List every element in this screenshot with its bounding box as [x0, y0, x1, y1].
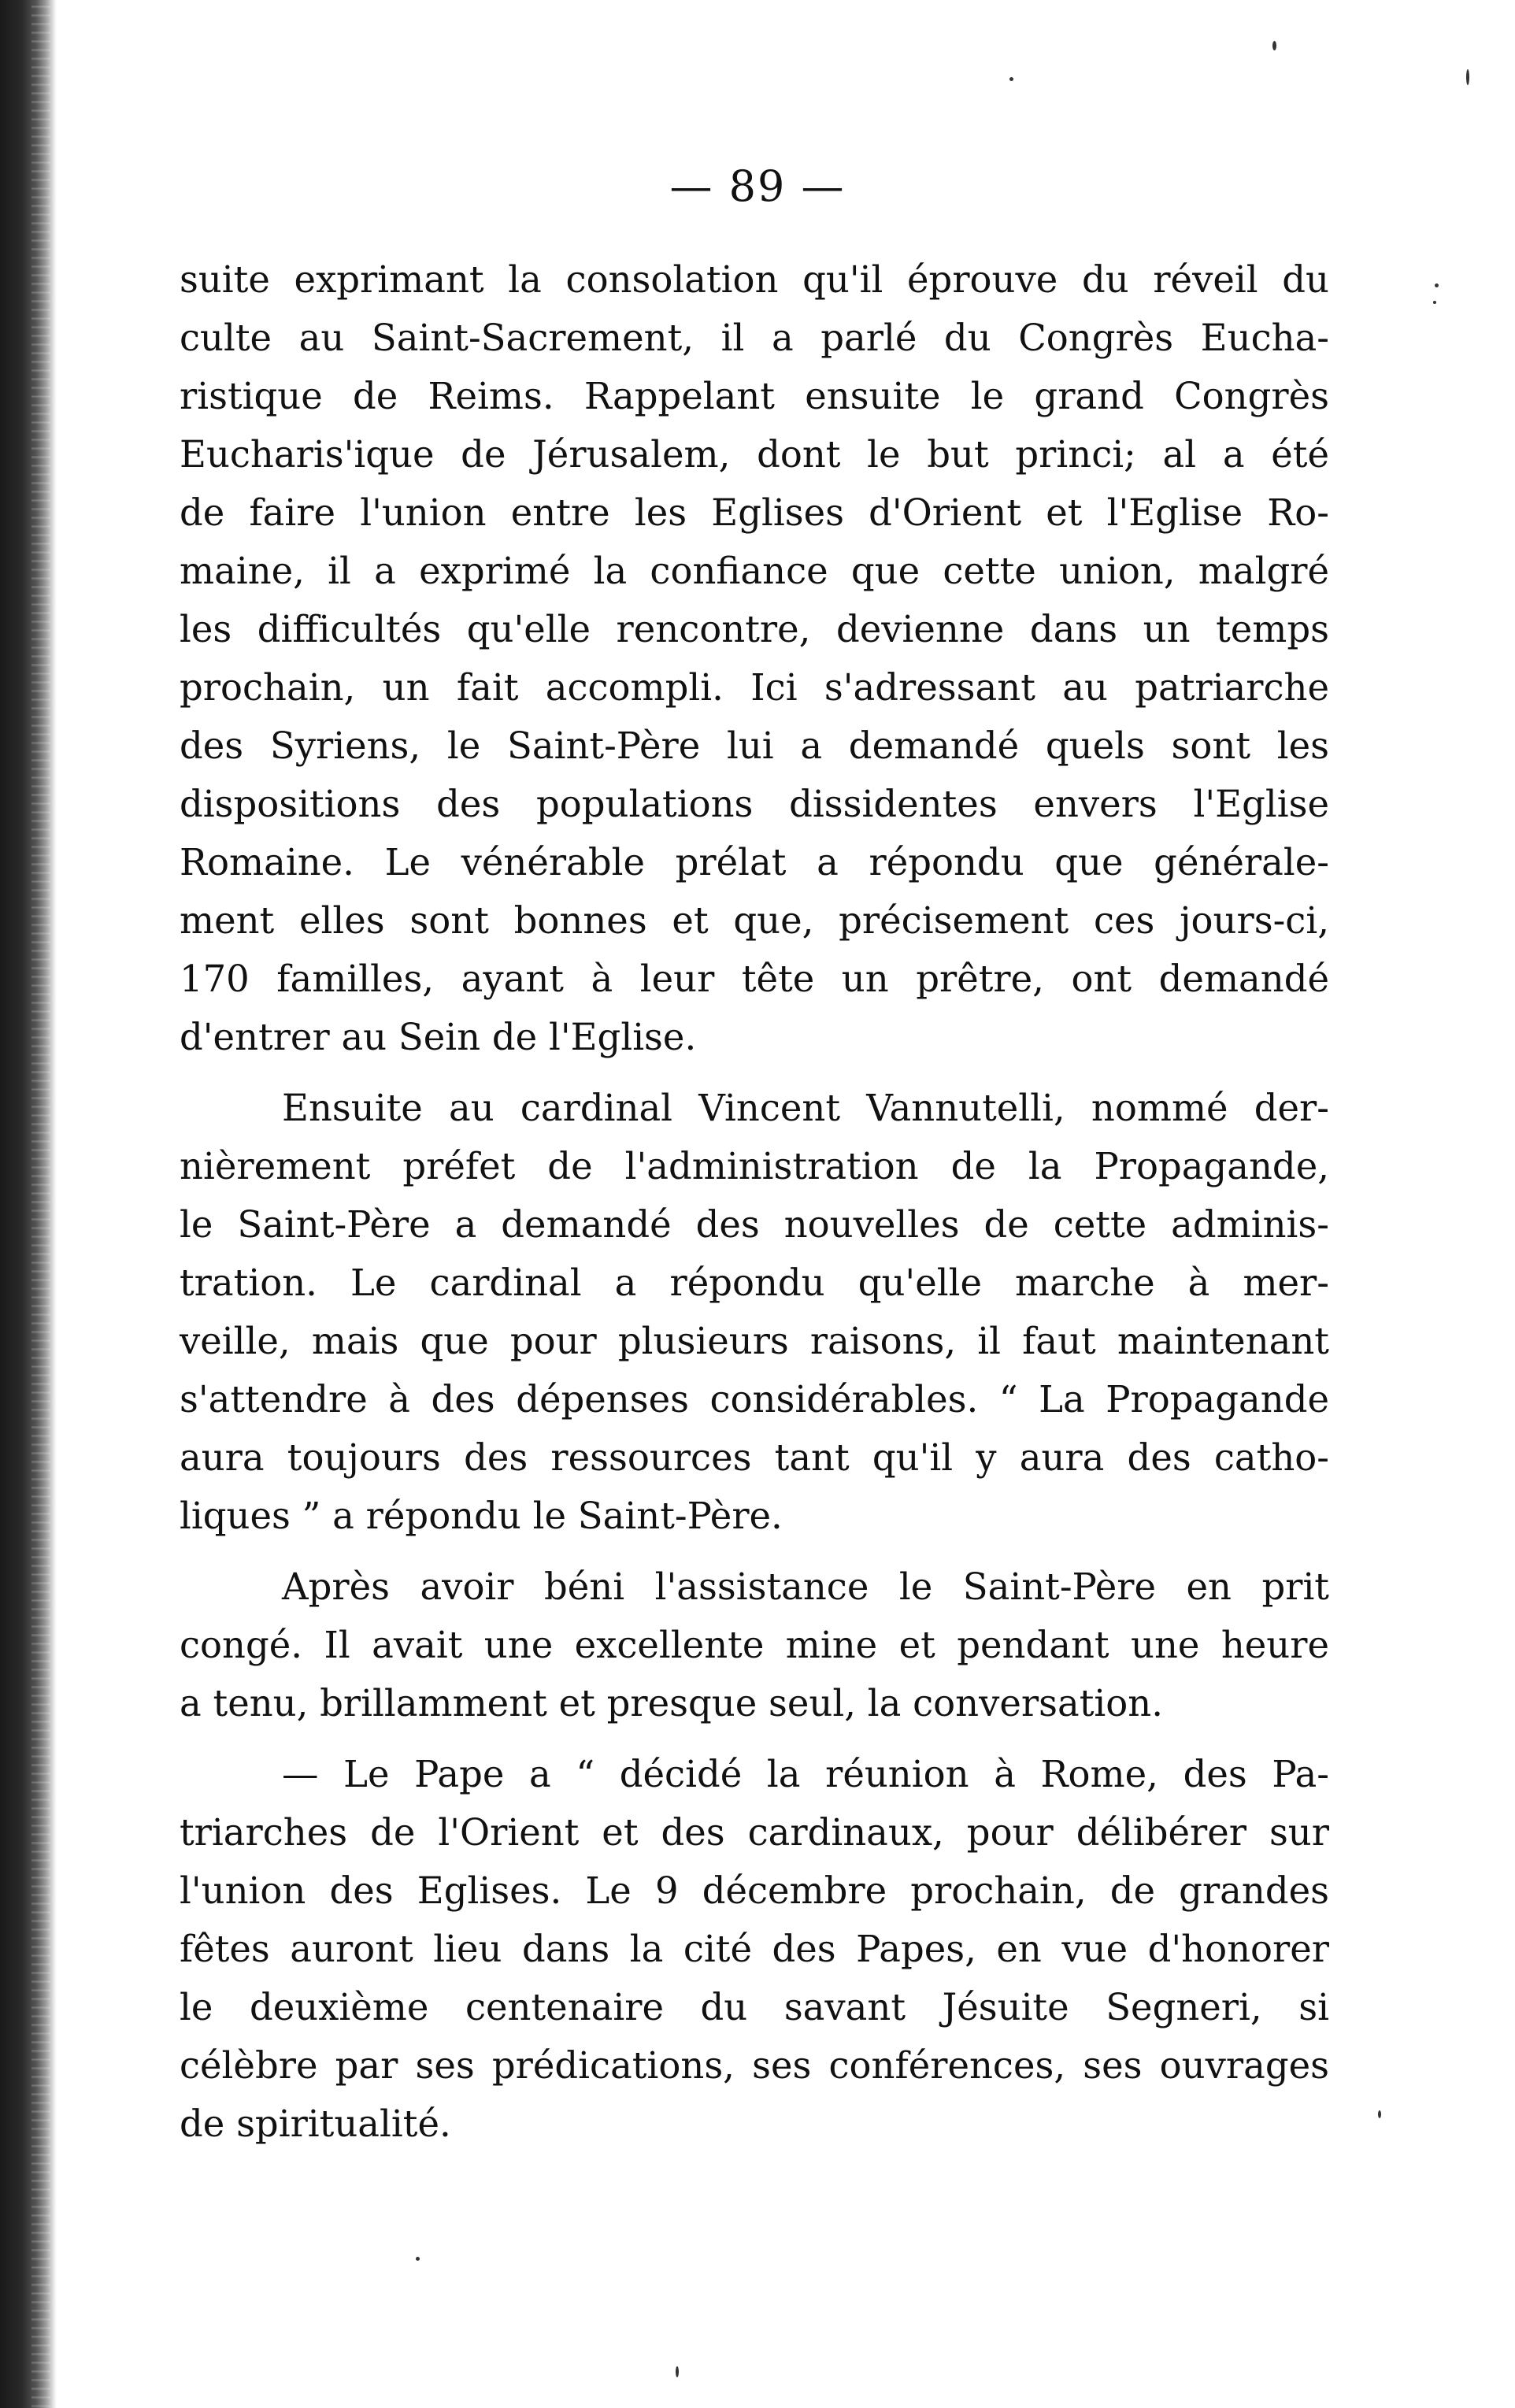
- paragraph-3: [180, 1558, 1329, 1732]
- print-speck: [416, 2257, 420, 2261]
- text-line: Romaine. Le vénérable prélat a répondu que générale-: [180, 841, 1329, 884]
- text-line: de faire l'union entre les Eglises d'Orient et l'Eglise Ro-: [180, 491, 1329, 534]
- text-body: [180, 250, 1329, 2153]
- paragraph-2: [180, 1079, 1329, 1545]
- print-speck: [1435, 283, 1439, 287]
- text-line: d'entrer au Sein de l'Eglise.: [180, 1016, 697, 1058]
- text-line: aura toujours des ressources tant qu'il y aura des catho-: [180, 1436, 1329, 1479]
- paragraph-1: [180, 250, 1329, 1066]
- paragraph-gap: [180, 1066, 1329, 1079]
- binding-texture: [31, 0, 50, 2408]
- paragraph-gap: [180, 1545, 1329, 1558]
- page-number: — 89 —: [669, 161, 846, 211]
- text-line: maine, il a exprimé la confiance que cette union, malgré: [180, 550, 1329, 592]
- text-line: le deuxième centenaire du savant Jésuite Segneri, si: [180, 1986, 1329, 2028]
- text-line: a tenu, brillamment et presque seul, la conversation.: [180, 1682, 1164, 1724]
- text-line: congé. Il avait une excellente mine et pendant une heure: [180, 1624, 1329, 1666]
- text-line: nièrement préfet de l'administration de la Propagande,: [180, 1145, 1329, 1187]
- text-line: Ensuite au cardinal Vincent Vannutelli, nommé der-: [282, 1087, 1329, 1129]
- text-line: des Syriens, le Saint-Père lui a demandé quels sont les: [180, 724, 1329, 767]
- text-line: dispositions des populations dissidentes envers l'Eglise: [180, 783, 1329, 825]
- print-speck: [1272, 41, 1276, 50]
- text-line: prochain, un fait accompli. Ici s'adressant au patriarche: [180, 666, 1329, 709]
- text-line: suite exprimant la consolation qu'il éprouve du réveil du: [180, 258, 1329, 301]
- print-speck: [1433, 301, 1436, 304]
- print-speck: [1378, 2110, 1381, 2118]
- text-line: liques ” a répondu le Saint-Père.: [180, 1495, 783, 1537]
- text-line: Après avoir béni l'assistance le Saint-Père en prit: [282, 1565, 1329, 1608]
- text-line: fêtes auront lieu dans la cité des Papes, en vue d'honorer: [180, 1928, 1329, 1970]
- text-line: célèbre par ses prédications, ses conférences, ses ouvrages: [180, 2044, 1329, 2087]
- print-speck: [676, 2366, 679, 2377]
- print-speck: [1009, 77, 1013, 81]
- text-line: s'attendre à des dépenses considérables. “ La Propagande: [180, 1378, 1329, 1421]
- text-line: 170 familles, ayant à leur tête un prêtre, ont demandé: [180, 958, 1329, 1000]
- text-line: triarches de l'Orient et des cardinaux, pour délibérer sur: [180, 1811, 1329, 1854]
- paragraph-gap: [180, 1732, 1329, 1745]
- text-line: ment elles sont bonnes et que, précisement ces jours-ci,: [180, 899, 1329, 942]
- text-line: tration. Le cardinal a répondu qu'elle marche à mer-: [180, 1261, 1329, 1304]
- print-speck: [1466, 69, 1469, 85]
- text-line: l'union des Eglises. Le 9 décembre prochain, de grandes: [180, 1869, 1329, 1912]
- text-line: culte au Saint-Sacrement, il a parlé du Congrès Eucha-: [180, 317, 1329, 359]
- text-line: ristique de Reims. Rappelant ensuite le grand Congrès: [180, 375, 1329, 417]
- text-line: — Le Pape a “ décidé la réunion à Rome, des Pa-: [282, 1753, 1329, 1795]
- text-line: de spiritualité.: [180, 2102, 451, 2145]
- text-line: veille, mais que pour plusieurs raisons, il faut maintenant: [180, 1320, 1329, 1362]
- text-line: le Saint-Père a demandé des nouvelles de cette adminis-: [180, 1203, 1329, 1246]
- paragraph-4: [180, 1745, 1329, 2153]
- text-line: Eucharis'ique de Jérusalem, dont le but princi; al a été: [180, 433, 1329, 476]
- text-line: les difficultés qu'elle rencontre, devienne dans un temps: [180, 608, 1329, 650]
